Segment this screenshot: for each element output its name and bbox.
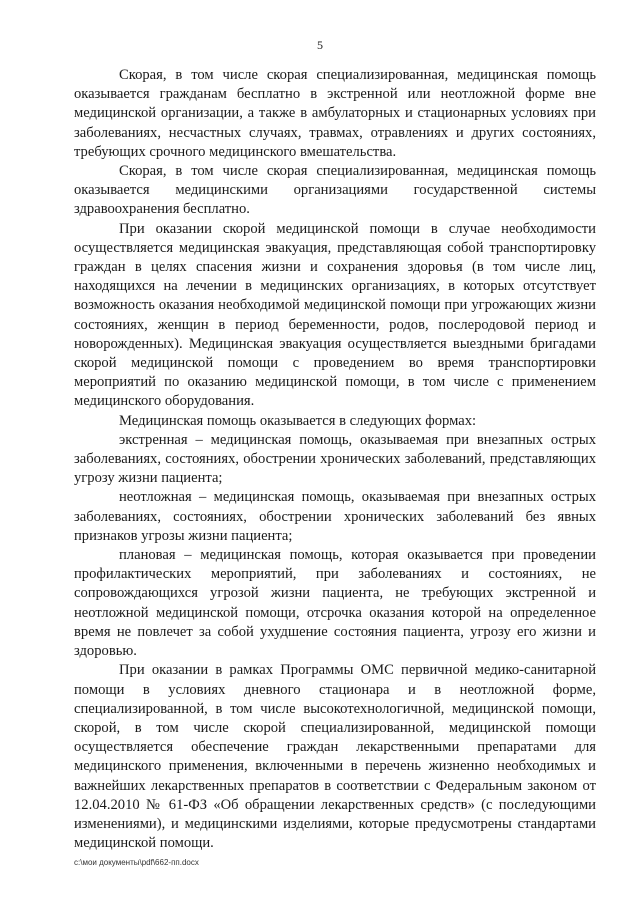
- paragraph-care-forms-intro: Медицинская помощь оказывается в следующих формах:: [119, 412, 477, 429]
- paragraph-planned-form: плановая – медицинская помощь, которая оказывается при проведении профилактических мероприятий, при заболеваниях и состояниях, не сопровождающихся угрозой жизни пациента, не требующих экстренной и неотложной медицинской помощи, отсрочка оказания которой на определенное время не повлечет за собой ухудшение состояния пациента, угрозу его жизни и здоровью.: [74, 547, 596, 660]
- paragraph-emergency-form: экстренная – медицинская помощь, оказываемая при внезапных острых заболеваниях, состояниях, обострении хронических заболеваний, представляющих угрозу жизни пациента;: [74, 431, 596, 487]
- paragraph-medical-evacuation: При оказании скорой медицинской помощи в случае необходимости осуществляется медицинская эвакуация, представляющая собой транспортировку граждан в целях спасения жизни и сохранения здоровья (в том числе лиц, находящихся на лечении в медицинских организациях, в которых отсутствует возможность оказания необходимой медицинской помощи при угрожающих жизни состояниях, женщин в период беременности, родов, послеродовой период и новорожденных). Медицинская эвакуация осуществляется выездными бригадами скорой медицинской помощи с проведением во время транспортировки мероприятий по оказанию медицинской помощи, в том числе с применением медицинского оборудования.: [74, 220, 596, 410]
- document-body: [74, 66, 596, 853]
- paragraph-ambulance-organizations: Скорая, в том числе скорая специализированная, медицинская помощь оказывается медицинскими организациями государственной системы здравоохранения бесплатно.: [74, 163, 596, 218]
- footer-file-path: c:\мои документы\pdf\662-пп.docx: [74, 858, 199, 867]
- paragraph-ambulance-free: Скорая, в том числе скорая специализированная, медицинская помощь оказывается гражданам бесплатно в экстренной или неотложной форме вне медицинской организации, а также в амбулаторных и стационарных условиях при заболеваниях, несчастных случаях, травмах, отравлениях и других состояниях, требующих срочного медицинского вмешательства.: [74, 67, 596, 160]
- paragraph-urgent-form: неотложная – медицинская помощь, оказываемая при внезапных острых заболеваниях, состояниях, обострении хронических заболеваний без явных признаков угрозы жизни пациента;: [74, 489, 596, 544]
- paragraph-drug-provision: При оказании в рамках Программы ОМС первичной медико-санитарной помощи в условиях дневного стационара и в неотложной форме, специализированной, в том числе высокотехнологичной, медицинской помощи, скорой, в том числе скорой специализированной, медицинской помощи осуществляется обеспечение граждан лекарственными препаратами для медицинского применения, включенными в перечень жизненно необходимых и важнейших лекарственных препаратов в соответствии с Федеральным законом от 12.04.2010 № 61-ФЗ «Об обращении лекарственных средств» (с последующими изменениями), и медицинскими изделиями, которые предусмотрены стандартами медицинской помощи.: [74, 662, 596, 852]
- page-number: 5: [317, 38, 323, 52]
